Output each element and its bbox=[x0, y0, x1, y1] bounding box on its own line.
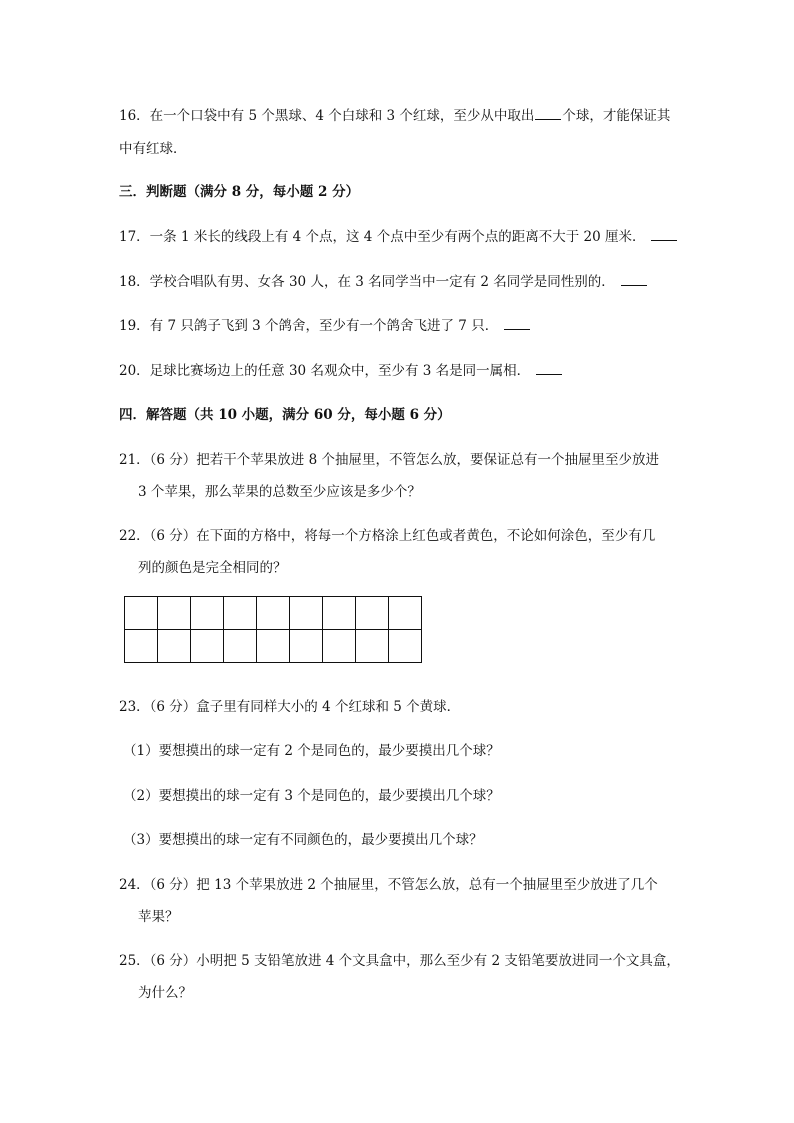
question-18-text: 18．学校合唱队有男、女各 30 人，在 3 名同学当中一定有 2 名同学是同性别的． bbox=[119, 274, 615, 290]
grid-cell[interactable] bbox=[356, 630, 389, 663]
question-16-line-2: 中有红球． bbox=[119, 141, 187, 157]
grid-cell[interactable] bbox=[323, 597, 356, 630]
coloring-grid bbox=[124, 596, 422, 663]
question-16-line-1 bbox=[119, 104, 670, 124]
question-22-line-1: 22．（6 分）在下面的方格中，将每一个方格涂上红色或者黄色，不论如何涂色，至少有几 bbox=[119, 528, 656, 544]
question-24-line-2: 苹果？ bbox=[138, 909, 179, 925]
grid-cell[interactable] bbox=[257, 597, 290, 630]
answer-blank-19[interactable] bbox=[504, 317, 530, 330]
grid-cell[interactable] bbox=[323, 630, 356, 663]
grid-cell[interactable] bbox=[125, 630, 158, 663]
grid-cell[interactable] bbox=[290, 630, 323, 663]
question-17-text: 17．一条 1 米长的线段上有 4 个点，这 4 个点中至少有两个点的距离不大于 20 厘米． bbox=[119, 229, 646, 245]
question-25-line-1: 25．（6 分）小明把 5 支铅笔放进 4 个文具盒中，那么至少有 2 支铅笔要放进同一个文具盒， bbox=[119, 953, 680, 969]
grid-row bbox=[125, 630, 422, 663]
question-17 bbox=[119, 225, 678, 245]
question-23-sub-2: （2）要想摸出的球一定有 3 个是同色的，最少要摸出几个球？ bbox=[123, 788, 500, 804]
answer-blank-18[interactable] bbox=[621, 273, 647, 286]
question-16-text-a: 16．在一个口袋中有 5 个黑球、4 个白球和 3 个红球，至少从中取出 bbox=[119, 108, 535, 124]
question-21-line-1: 21．（6 分）把若干个苹果放进 8 个抽屉里，不管怎么放，要保证总有一个抽屉里至少放进 bbox=[119, 452, 659, 468]
section-3-title: 三．判断题（满分 8 分，每小题 2 分） bbox=[119, 184, 360, 200]
question-22-line-2: 列的颜色是完全相同的？ bbox=[138, 560, 287, 576]
answer-blank-17[interactable] bbox=[651, 228, 677, 241]
section-4-title: 四．解答题（共 10 小题，满分 60 分，每小题 6 分） bbox=[119, 407, 451, 423]
grid-cell[interactable] bbox=[257, 630, 290, 663]
grid-cell[interactable] bbox=[191, 597, 224, 630]
question-23-sub-3: （3）要想摸出的球一定有不同颜色的，最少要摸出几个球？ bbox=[123, 832, 483, 848]
grid-cell[interactable] bbox=[191, 630, 224, 663]
question-25-line-2: 为什么？ bbox=[138, 985, 192, 1001]
grid-row bbox=[125, 597, 422, 630]
grid-cell[interactable] bbox=[389, 630, 422, 663]
question-21-line-2: 3 个苹果，那么苹果的总数至少应该是多少个？ bbox=[138, 484, 421, 500]
answer-blank-20[interactable] bbox=[536, 362, 562, 375]
grid-cell[interactable] bbox=[224, 630, 257, 663]
grid-cell[interactable] bbox=[290, 597, 323, 630]
question-20-text: 20．足球比赛场边上的任意 30 名观众中，至少有 3 名是同一属相． bbox=[119, 363, 531, 379]
question-19-text: 19．有 7 只鸽子飞到 3 个鸽舍，至少有一个鸽舍飞进了 7 只． bbox=[119, 318, 499, 334]
question-18 bbox=[119, 270, 648, 290]
grid-cell[interactable] bbox=[158, 630, 191, 663]
question-20 bbox=[119, 359, 563, 379]
question-23-line-1: 23．（6 分）盒子里有同样大小的 4 个红球和 5 个黄球． bbox=[119, 699, 461, 715]
question-24-line-1: 24．（6 分）把 13 个苹果放进 2 个抽屉里，不管怎么放，总有一个抽屉里至少放进了几个 bbox=[119, 877, 658, 893]
question-23-sub-1: （1）要想摸出的球一定有 2 个是同色的，最少要摸出几个球？ bbox=[123, 743, 500, 759]
grid-cell[interactable] bbox=[389, 597, 422, 630]
question-19 bbox=[119, 314, 531, 334]
grid-cell[interactable] bbox=[125, 597, 158, 630]
grid-cell[interactable] bbox=[224, 597, 257, 630]
answer-blank-16[interactable] bbox=[535, 107, 561, 120]
question-16-text-b: 个球，才能保证其 bbox=[562, 108, 671, 124]
grid-cell[interactable] bbox=[356, 597, 389, 630]
grid-cell[interactable] bbox=[158, 597, 191, 630]
